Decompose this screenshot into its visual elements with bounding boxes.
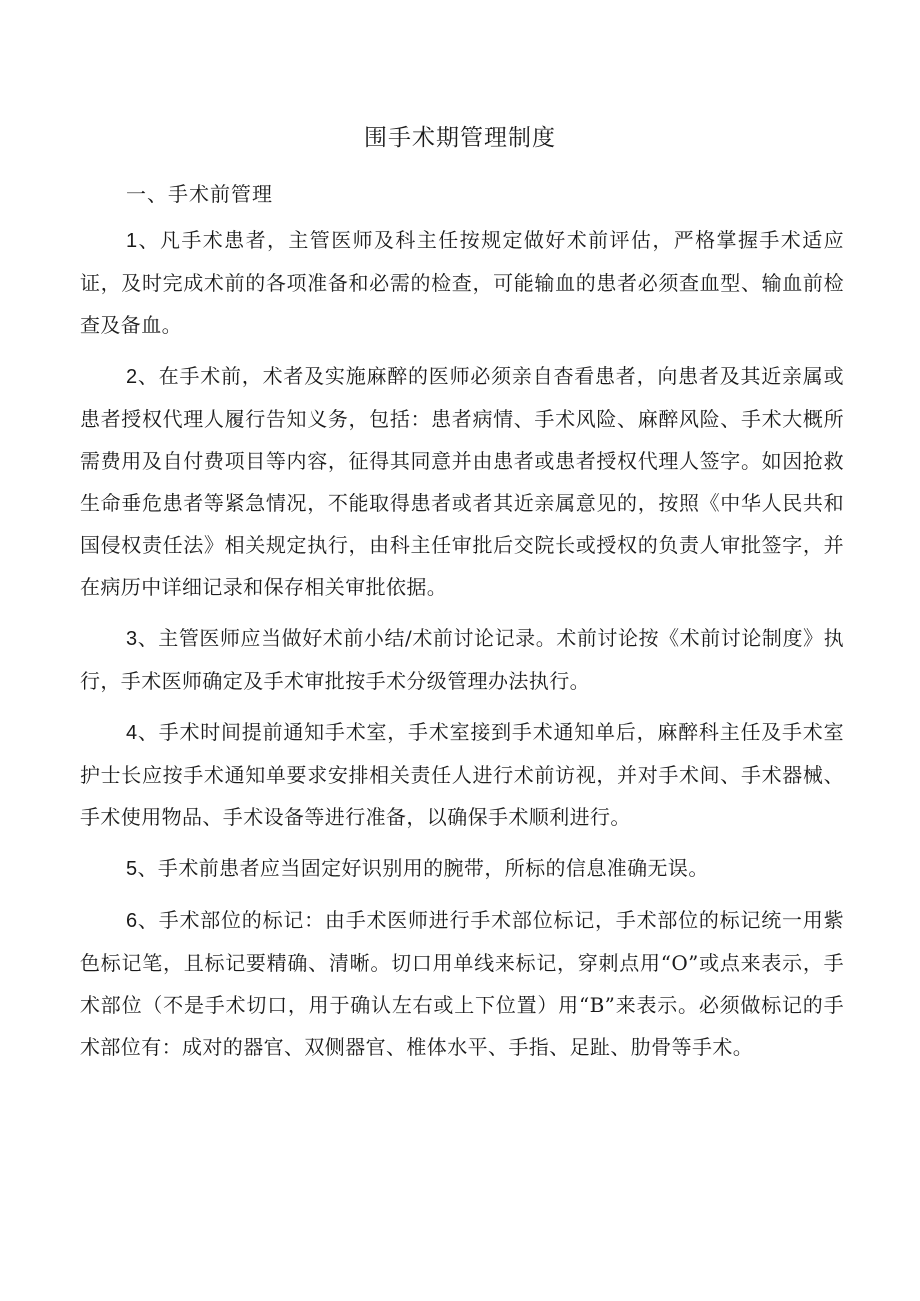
paragraph-text: 、手术部位的标记：由手术医师进行手术部位标记，手术部位的标记统一用紫色标记笔，且标记要精确、清晰。切口用单线来标记，穿刺点用“O”或点来表示，手术部位（不是手术切口，用于确认左右或上下位置）用“B”来表示。必须做标记的手术部位有：成对的器官、双侧器官、椎体水平、手指、足趾、肋骨等手术。 bbox=[80, 908, 844, 1059]
document-title: 围手术期管理制度 bbox=[364, 125, 556, 151]
paragraph-5 bbox=[80, 847, 844, 890]
paragraph-text: 、手术时间提前通知手术室，手术室接到手术通知单后，麻醉科主任及手术室护士长应按手术通知单要求安排相关责任人进行术前访视，并对手术间、手术器械、手术使用物品、手术设备等进行准备，以确保手术顺利进行。 bbox=[80, 720, 844, 829]
paragraph-6 bbox=[80, 899, 844, 1068]
paragraph-text: 、手术前患者应当固定好识别用的腕带，所标的信息准确无误。 bbox=[137, 856, 709, 880]
paragraph-number: 4 bbox=[126, 722, 138, 744]
paragraph-1 bbox=[80, 219, 844, 346]
section-heading: 一、手术前管理 bbox=[126, 182, 273, 206]
paragraph-text: 、主管医师应当做好术前小结/术前讨论记录。术前讨论按《术前讨论制度》执行，手术医师确定及手术审批按手术分级管理办法执行。 bbox=[80, 626, 844, 693]
paragraph-number: 5 bbox=[126, 858, 138, 880]
paragraph-3 bbox=[80, 617, 844, 702]
paragraph-text: 、在手术前，术者及实施麻醉的医师必须亲自杳看患者，向患者及其近亲属或患者授权代理人履行告知义务，包括：患者病情、手术风险、麻醉风险、手术大概所需费用及自付费项目等内容，征得其同意并由患者或患者授权代理人签字。如因抢救生命垂危患者等紧急情况，不能取得患者或者其近亲属意见的，按照《中华人民共和国侵权责任法》相关规定执行，由科主任审批后交院长或授权的负责人审批签字，并在病历中详细记录和保存相关审批依据。 bbox=[80, 364, 844, 599]
paragraph-number: 1 bbox=[126, 230, 138, 252]
paragraph-number: 2 bbox=[126, 366, 138, 388]
paragraph-number: 6 bbox=[126, 910, 138, 932]
paragraph-4 bbox=[80, 711, 844, 838]
paragraph-2 bbox=[80, 355, 844, 608]
paragraph-number: 3 bbox=[126, 628, 138, 650]
document-body bbox=[80, 219, 844, 1077]
paragraph-text: 、凡手术患者，主管医师及科主任按规定做好术前评估，严格掌握手术适应证，及时完成术前的各项准备和必需的检查，可能输血的患者必须查血型、输血前检查及备血。 bbox=[80, 228, 844, 337]
